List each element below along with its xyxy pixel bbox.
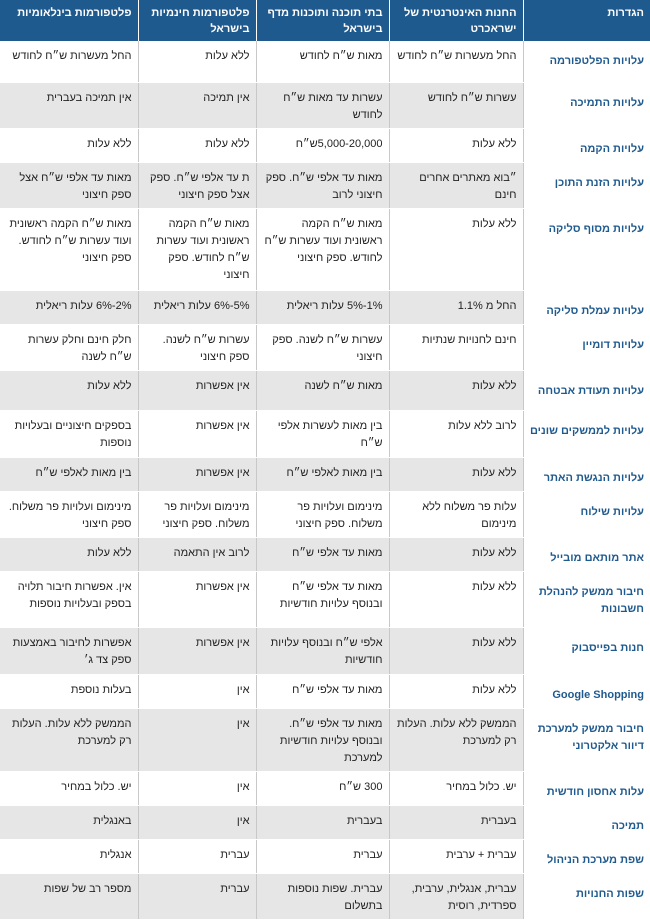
- table-row: [0, 771, 650, 805]
- row-label: שפות החנויות: [523, 873, 650, 919]
- table-cell: מאות ש״ח לשנה: [256, 370, 389, 410]
- table-cell: מספר רב של שפות: [0, 873, 138, 919]
- table-cell: מאות ש״ח לחודש: [256, 41, 389, 82]
- table-cell: אין: [138, 674, 256, 708]
- row-label: אתר מותאם מובייל: [523, 537, 650, 571]
- table-row: [0, 128, 650, 162]
- table-cell: אין. אפשרות חיבור תלויה בספק ובעלויות נוספות: [0, 571, 138, 627]
- table-row: [0, 708, 650, 771]
- table-cell: אין אפשרות: [138, 571, 256, 627]
- row-label: חיבור ממשק למערכת דיוור אלקטרוני: [523, 708, 650, 771]
- table-cell: ללא עלות: [389, 537, 523, 571]
- table-cell: עשרות ש״ח לשנה. ספק חיצוני: [256, 324, 389, 370]
- row-label: חנות בפייסבוק: [523, 627, 650, 674]
- table-cell: עברית: [256, 839, 389, 873]
- table-row: [0, 491, 650, 537]
- table-cell: מאות ש״ח הקמה ראשונית ועוד עשרות ש״ח לחודש. ספק חיצוני: [0, 208, 138, 290]
- row-label: עלויות הנגשת האתר: [523, 457, 650, 491]
- table-cell: ללא עלות: [138, 41, 256, 82]
- table-cell: אין תמיכה בעברית: [0, 82, 138, 128]
- table-cell: אין: [138, 805, 256, 839]
- table-cell: עברית: [138, 873, 256, 919]
- table-cell: 2%-6% עלות ריאלית: [0, 290, 138, 324]
- table-row: [0, 571, 650, 627]
- table-cell: בין מאות לאלפי ש״ח: [256, 457, 389, 491]
- table-cell: הממשק ללא עלות. העלות רק למערכת: [0, 708, 138, 771]
- table-cell: ת עד אלפי ש״ח. ספק אצל ספק חיצוני: [138, 162, 256, 208]
- row-label: עלויות התמיכה: [523, 82, 650, 128]
- table-cell: ללא עלות: [389, 128, 523, 162]
- table-cell: אין אפשרות: [138, 370, 256, 410]
- table-row: [0, 627, 650, 674]
- table-cell: מינימום ועלויות פר משלוח. ספק חיצוני: [138, 491, 256, 537]
- table-row: [0, 208, 650, 290]
- table-cell: מאות עד אלפי ש״ח: [256, 674, 389, 708]
- table-cell: אנגלית: [0, 839, 138, 873]
- table-cell: עברית: [138, 839, 256, 873]
- table-row: [0, 457, 650, 491]
- table-cell: אין: [138, 708, 256, 771]
- table-row: [0, 873, 650, 919]
- row-label: עלויות הזנת התוכן: [523, 162, 650, 208]
- table-cell: עשרות עד מאות ש״ח לחודש: [256, 82, 389, 128]
- row-label: עלויות עמלת סליקה: [523, 290, 650, 324]
- table-cell: ללא עלות: [389, 571, 523, 627]
- table-cell: בעברית: [389, 805, 523, 839]
- table-row: [0, 324, 650, 370]
- table-cell: ללא עלות: [389, 370, 523, 410]
- row-label: עלויות שילוח: [523, 491, 650, 537]
- table-row: [0, 839, 650, 873]
- table-cell: ללא עלות: [0, 128, 138, 162]
- table-cell: מאות ש״ח הקמה ראשונית ועוד עשרות ש״ח לחודש. ספק חיצוני: [138, 208, 256, 290]
- table-cell: עברית, אנגלית, ערבית, ספרדית, רוסית: [389, 873, 523, 919]
- header-software-houses: בתי תוכנה ותוכנות מדף בישראל: [256, 0, 389, 41]
- row-label: חיבור ממשק להנהלת חשבונות: [523, 571, 650, 627]
- table-cell: עשרות ש״ח לשנה. ספק חיצוני: [138, 324, 256, 370]
- table-cell: בעלות נוספת: [0, 674, 138, 708]
- row-label: עלויות תעודת אבטחה: [523, 370, 650, 410]
- header-isracard-store: החנות האינטרנטית של ישראכרט: [389, 0, 523, 41]
- table-cell: יש. כלול במחיר: [389, 771, 523, 805]
- table-cell: אין אפשרות: [138, 410, 256, 457]
- table-cell: מאות ש״ח הקמה ראשונית ועוד עשרות ש״ח לחודש. ספק חיצוני: [256, 208, 389, 290]
- table-cell: מאות עד אלפי ש״ח. ובנוסף עלויות חודשיות למערכת: [256, 708, 389, 771]
- table-cell: 1%-5% עלות ריאלית: [256, 290, 389, 324]
- header-definitions: הגדרות: [523, 0, 650, 41]
- row-label: עלויות הפלטפורמה: [523, 41, 650, 82]
- table-cell: ללא עלות: [138, 128, 256, 162]
- table-row: [0, 537, 650, 571]
- row-label: עלויות דומיין: [523, 324, 650, 370]
- table-cell: מאות עד אלפי ש״ח. ספק חיצוני לרוב: [256, 162, 389, 208]
- table-cell: החל מעשרות ש״ח לחודש: [389, 41, 523, 82]
- table-cell: ללא עלות: [0, 537, 138, 571]
- table-cell: יש. כלול במחיר: [0, 771, 138, 805]
- table-cell: אין אפשרות: [138, 457, 256, 491]
- table-cell: לרוב ללא עלות: [389, 410, 523, 457]
- table-cell: 5,000-20,000ש״ח: [256, 128, 389, 162]
- table-cell: עשרות ש״ח לחודש: [389, 82, 523, 128]
- table-cell: עברית + ערבית: [389, 839, 523, 873]
- table-cell: אין תמיכה: [138, 82, 256, 128]
- row-label: Google Shopping: [523, 674, 650, 708]
- table-row: [0, 162, 650, 208]
- table-cell: ללא עלות: [0, 370, 138, 410]
- table-cell: ללא עלות: [389, 627, 523, 674]
- table-cell: עברית. שפות נוספות בתשלום: [256, 873, 389, 919]
- table-cell: ללא עלות: [389, 457, 523, 491]
- table-cell: 5%-6% עלות ריאלית: [138, 290, 256, 324]
- table-cell: מאות עד אלפי ש״ח אצל ספק חיצוני: [0, 162, 138, 208]
- table-cell: מאות עד אלפי ש״ח: [256, 537, 389, 571]
- table-cell: חינם לחנויות שנתיות: [389, 324, 523, 370]
- table-cell: בין מאות לאלפי ש״ח: [0, 457, 138, 491]
- table-row: [0, 410, 650, 457]
- header-free-platforms: פלטפורמות חינמיות בישראל: [138, 0, 256, 41]
- table-cell: ״בוא מאתרים אחרים חינם: [389, 162, 523, 208]
- row-label: תמיכה: [523, 805, 650, 839]
- table-cell: ללא עלות: [389, 674, 523, 708]
- table-cell: בספקים חיצוניים ובעלויות נוספות: [0, 410, 138, 457]
- table-row: [0, 370, 650, 410]
- table-cell: אין אפשרות: [138, 627, 256, 674]
- table-row: [0, 290, 650, 324]
- table-cell: מינימום ועלויות פר משלוח. ספק חיצוני: [0, 491, 138, 537]
- row-label: עלות אחסון חודשית: [523, 771, 650, 805]
- table-cell: ללא עלות: [389, 208, 523, 290]
- table-cell: חלק חינם וחלק עשרות ש״ח לשנה: [0, 324, 138, 370]
- table-cell: אלפי ש״ח ובנוסף עלויות חודשיות: [256, 627, 389, 674]
- table-cell: הממשק ללא עלות. העלות רק למערכת: [389, 708, 523, 771]
- table-cell: עלות פר משלוח ללא מינימום: [389, 491, 523, 537]
- table-cell: אין: [138, 771, 256, 805]
- table-row: [0, 805, 650, 839]
- table-cell: לרוב אין התאמה: [138, 537, 256, 571]
- table-row: [0, 82, 650, 128]
- table-row: [0, 674, 650, 708]
- table-row: [0, 41, 650, 82]
- table-cell: החל מעשרות ש״ח לחודש: [0, 41, 138, 82]
- table-cell: מינימום ועלויות פר משלוח. ספק חיצוני: [256, 491, 389, 537]
- table-cell: בין מאות לעשרות אלפי ש״ח: [256, 410, 389, 457]
- table-cell: אפשרות לחיבור באמצעות ספק צד ג׳: [0, 627, 138, 674]
- table-cell: באנגלית: [0, 805, 138, 839]
- header-international-platforms: פלטפורמות בינלאומיות: [0, 0, 138, 41]
- table-cell: החל מ 1.1%: [389, 290, 523, 324]
- row-label: שפת מערכת הניהול: [523, 839, 650, 873]
- table-cell: מאות עד אלפי ש״ח ובנוסף עלויות חודשיות: [256, 571, 389, 627]
- table-cell: 300 ש״ח: [256, 771, 389, 805]
- header-row: [0, 0, 650, 41]
- row-label: עלויות לממשקים שונים: [523, 410, 650, 457]
- row-label: עלויות הקמה: [523, 128, 650, 162]
- table-cell: בעברית: [256, 805, 389, 839]
- row-label: עלויות מסוף סליקה: [523, 208, 650, 290]
